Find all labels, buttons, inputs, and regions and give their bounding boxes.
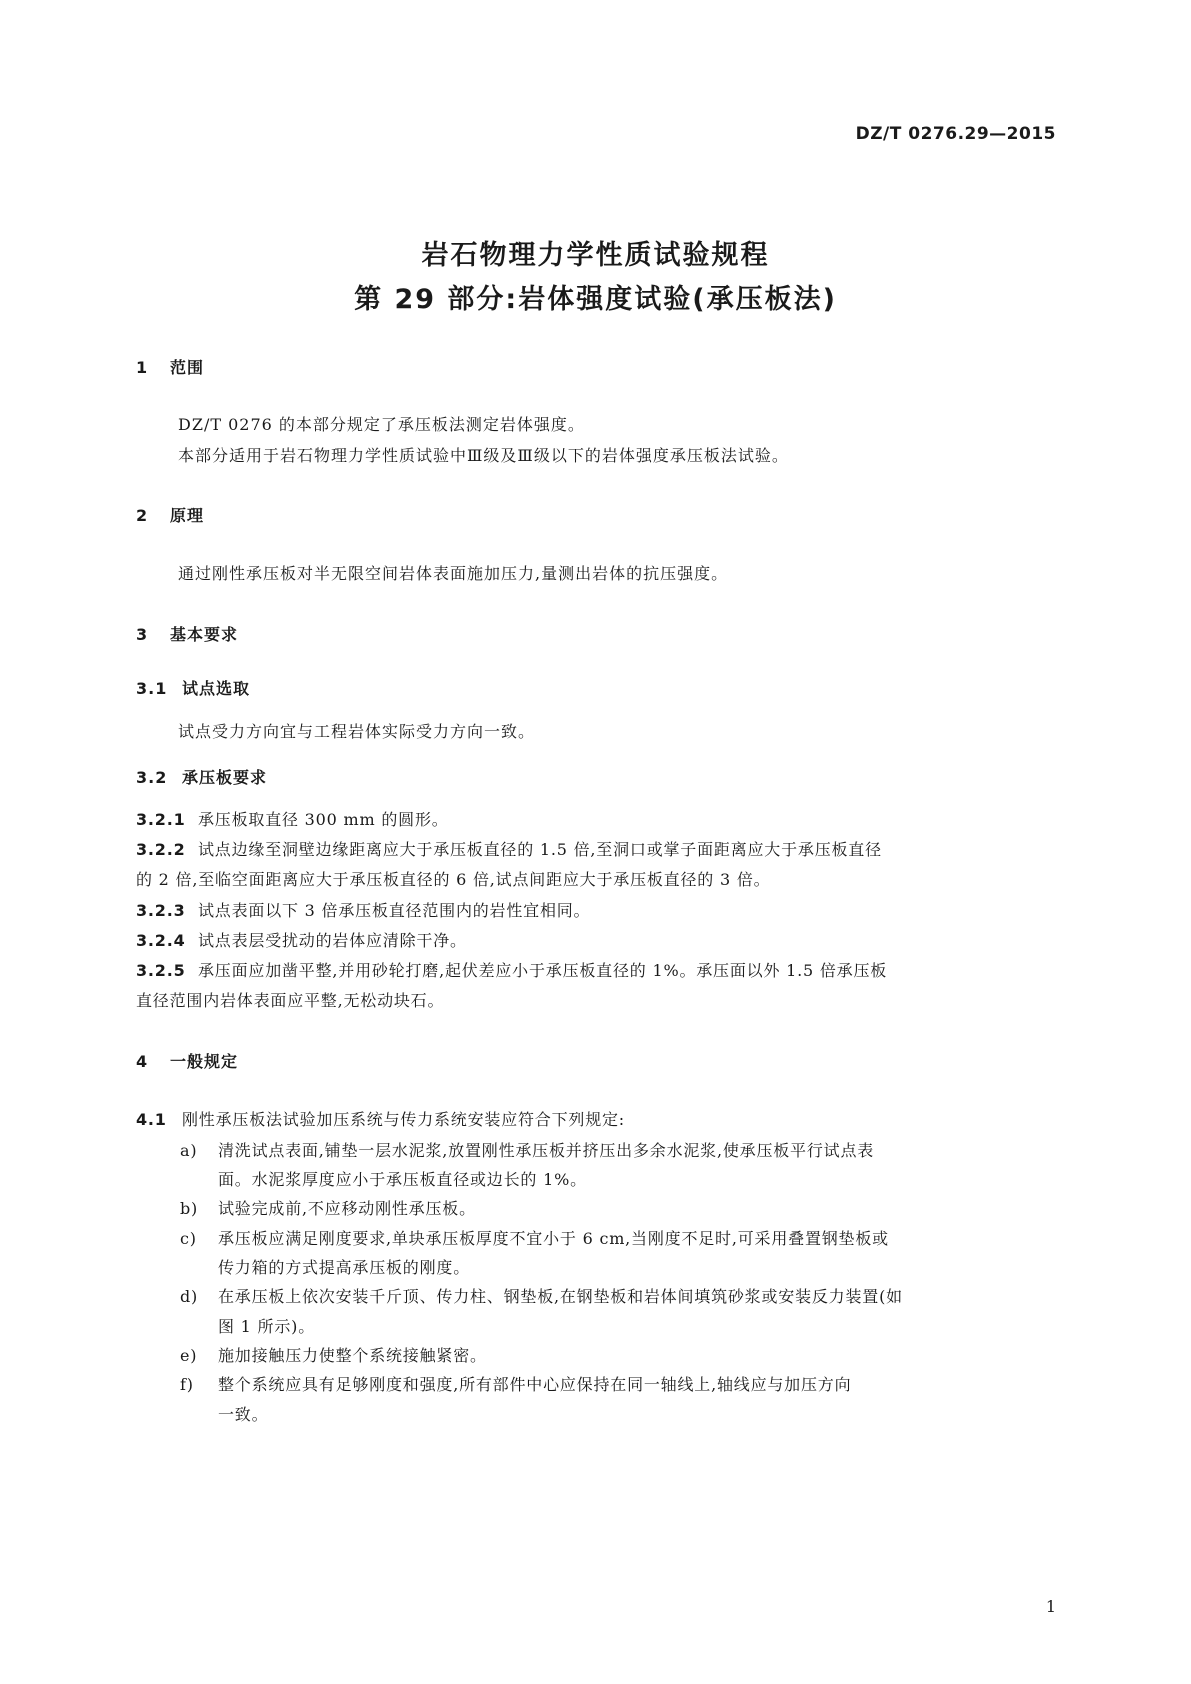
section-title: 原理 xyxy=(170,506,205,525)
subsection-number: 3.2 xyxy=(136,768,168,787)
standard-code: DZ/T 0276.29—2015 xyxy=(855,124,1056,144)
list-continuation: 图 1 所示)。 xyxy=(218,1317,315,1336)
list-text: 清洗试点表面,铺垫一层水泥浆,放置刚性承压板并挤压出多余水泥浆,使承压板平行试点表 xyxy=(218,1141,875,1160)
list-continuation: 一致。 xyxy=(218,1405,269,1424)
clause-text: 试点表层受扰动的岩体应清除干净。 xyxy=(198,931,467,950)
clause-text: 刚性承压板法试验加压系统与传力系统安装应符合下列规定: xyxy=(182,1110,625,1129)
clause-3-2-3 xyxy=(136,898,590,921)
clause-3-2-4 xyxy=(136,928,467,951)
list-continuation: 面。水泥浆厚度应小于承压板直径或边长的 1%。 xyxy=(218,1170,587,1189)
subsection-number: 3.1 xyxy=(136,679,168,698)
clause-continuation: 的 2 倍,至临空面距离应大于承压板直径的 6 倍,试点间距应大于承压板直径的 3 倍。 xyxy=(136,870,771,889)
list-marker: b) xyxy=(180,1199,199,1218)
clause-number: 3.2.3 xyxy=(136,901,186,920)
subsection-heading-3-1 xyxy=(136,676,250,699)
clause-3-2-1 xyxy=(136,807,449,830)
list-continuation: 传力箱的方式提高承压板的刚度。 xyxy=(218,1258,471,1277)
subsection-title: 试点选取 xyxy=(182,679,251,698)
section-title: 一般规定 xyxy=(170,1052,239,1071)
clause-text: 试点边缘至洞壁边缘距离应大于承压板直径的 1.5 倍,至洞口或掌子面距离应大于承压板直径 xyxy=(198,840,882,859)
clause-3-2-2 xyxy=(136,837,882,860)
list-text: 施加接触压力使整个系统接触紧密。 xyxy=(218,1346,487,1365)
section-number: 4 xyxy=(136,1052,149,1071)
subsection-heading-3-2 xyxy=(136,765,267,788)
list-marker: c) xyxy=(180,1229,197,1248)
clause-number: 3.2.1 xyxy=(136,810,186,829)
section-heading-3 xyxy=(136,622,238,645)
section-number: 3 xyxy=(136,625,149,644)
list-item xyxy=(180,1284,903,1307)
clause-continuation: 直径范围内岩体表面应平整,无松动块石。 xyxy=(136,991,445,1010)
section-number: 2 xyxy=(136,506,149,525)
list-text: 整个系统应具有足够刚度和强度,所有部件中心应保持在同一轴线上,轴线应与加压方向 xyxy=(218,1375,852,1394)
section-title: 范围 xyxy=(170,358,205,377)
page-number: 1 xyxy=(1045,1597,1056,1616)
document-title: 岩石物理力学性质试验规程 xyxy=(421,240,770,271)
clause-4-1 xyxy=(136,1107,625,1130)
list-text: 在承压板上依次安装千斤顶、传力柱、钢垫板,在钢垫板和岩体间填筑砂浆或安装反力装置(如 xyxy=(218,1287,903,1306)
list-marker: f) xyxy=(180,1375,194,1394)
section-title: 基本要求 xyxy=(170,625,239,644)
clause-3-2-5 xyxy=(136,958,887,981)
list-marker: a) xyxy=(180,1141,198,1160)
clause-text: 承压板取直径 300 mm 的圆形。 xyxy=(198,810,449,829)
clause-number: 4.1 xyxy=(136,1110,167,1129)
list-item xyxy=(180,1196,476,1219)
list-marker: e) xyxy=(180,1346,198,1365)
section-heading-2 xyxy=(136,503,204,526)
paragraph: 通过刚性承压板对半无限空间岩体表面施加压力,量测出岩体的抗压强度。 xyxy=(178,564,729,583)
section-number: 1 xyxy=(136,358,149,377)
list-item xyxy=(180,1372,851,1395)
clause-text: 试点表面以下 3 倍承压板直径范围内的岩性宜相同。 xyxy=(198,901,591,920)
paragraph: 本部分适用于岩石物理力学性质试验中Ⅲ级及Ⅲ级以下的岩体强度承压板法试验。 xyxy=(178,446,789,465)
section-heading-4 xyxy=(136,1049,238,1072)
clause-number: 3.2.2 xyxy=(136,840,186,859)
paragraph: DZ/T 0276 的本部分规定了承压板法测定岩体强度。 xyxy=(178,415,585,434)
clause-number: 3.2.4 xyxy=(136,931,186,950)
document-subtitle: 第 29 部分:岩体强度试验(承压板法) xyxy=(354,284,837,315)
list-text: 承压板应满足刚度要求,单块承压板厚度不宜小于 6 cm,当刚度不足时,可采用叠置钢垫板或 xyxy=(218,1229,889,1248)
clause-text: 承压面应加凿平整,并用砂轮打磨,起伏差应小于承压板直径的 1%。承压面以外 1.5 倍承压板 xyxy=(198,961,888,980)
list-text: 试验完成前,不应移动刚性承压板。 xyxy=(218,1199,476,1218)
section-heading-1 xyxy=(136,355,204,378)
paragraph: 试点受力方向宜与工程岩体实际受力方向一致。 xyxy=(178,722,536,741)
list-item xyxy=(180,1343,487,1366)
list-marker: d) xyxy=(180,1287,199,1306)
subsection-title: 承压板要求 xyxy=(182,768,268,787)
list-item xyxy=(180,1138,874,1161)
list-item xyxy=(180,1226,889,1249)
clause-number: 3.2.5 xyxy=(136,961,186,980)
